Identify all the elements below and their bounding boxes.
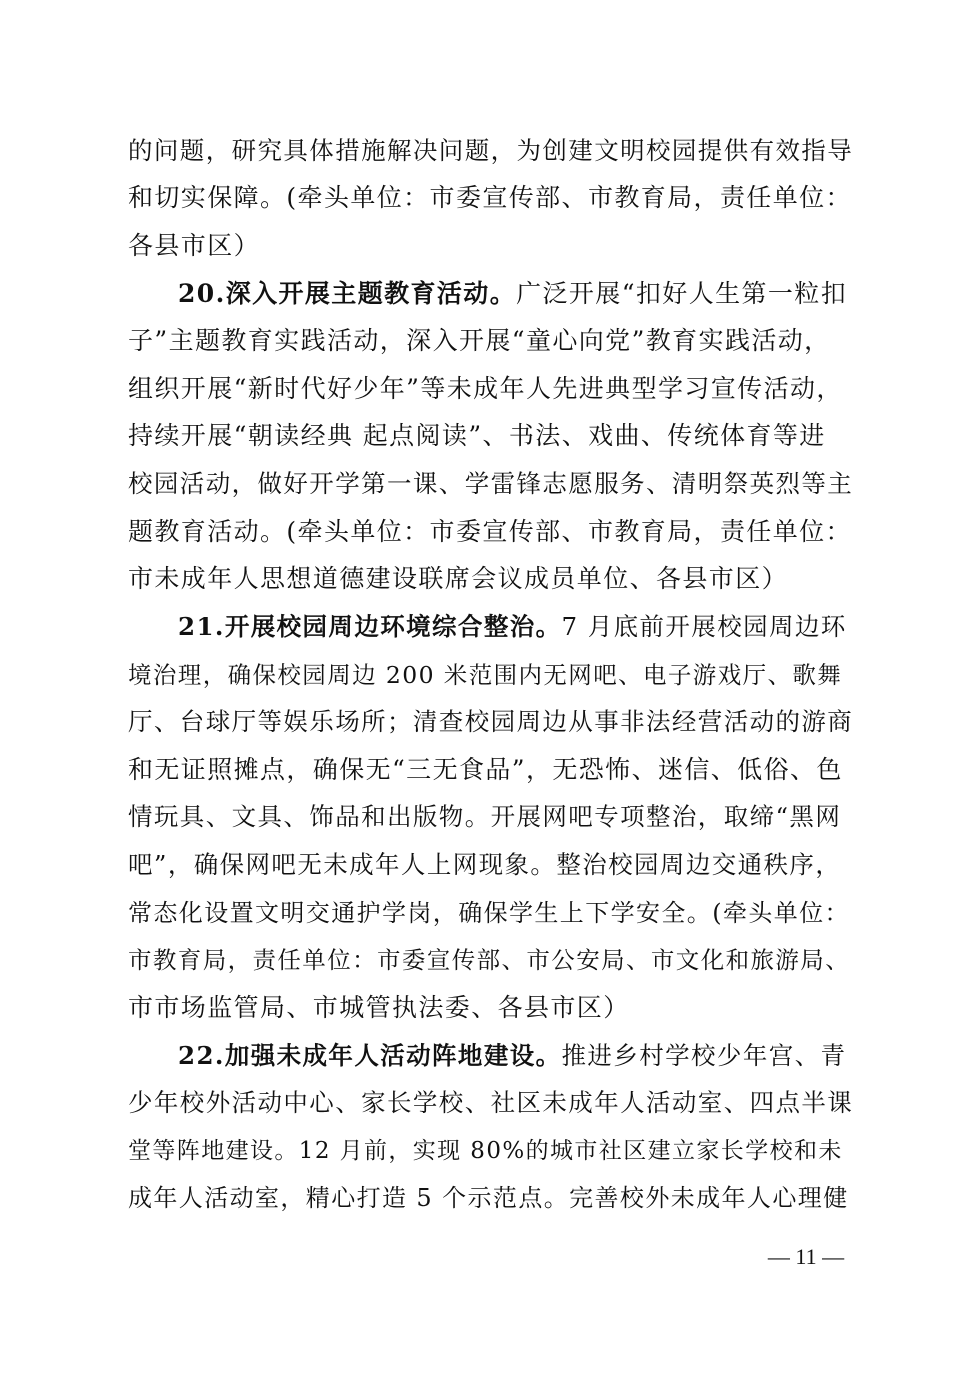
item-heading-21: 21.开展校园周边环境综合整治。: [178, 612, 562, 641]
text-line: 广泛开展“扣好人生第一粒扣: [516, 279, 848, 308]
text-line: 境治理，确保校园周边 200 米范围内无网吧、电子游戏厅、歌舞: [128, 661, 843, 689]
text-line: 组织开展“新时代好少年”等未成年人先进典型学习宣传活动，: [128, 374, 843, 403]
page-number: — 11 —: [767, 1244, 845, 1269]
text-line: 市教育局，责任单位：市委宣传部、市公安局、市文化和旅游局、: [128, 946, 851, 974]
text-line: 题教育活动。(牵头单位：市委宣传部、市教育局，责任单位：: [128, 517, 852, 546]
text-line: 情玩具、文具、饰品和出版物。开展网吧专项整治，取缔“黑网: [128, 802, 842, 831]
item-heading-20: 20.深入开展主题教育活动。: [178, 279, 517, 308]
text-line: 成年人活动室，精心打造 5 个示范点。完善校外未成年人心理健: [128, 1184, 849, 1212]
text-line: 子”主题教育实践活动，深入开展“童心向党”教育实践活动，: [128, 326, 831, 355]
text-line: 堂等阵地建设。12 月前，实现 80%的城市社区建立家长学校和未: [128, 1138, 843, 1164]
text-line: 吧”，确保网吧无未成年人上网现象。整治校园周边交通秩序，: [128, 850, 842, 879]
text-line: 的问题，研究具体措施解决问题，为创建文明校园提供有效指导: [128, 136, 854, 165]
text-line: 持续开展“朝读经典 起点阅读”、书法、戏曲、传统体育等进: [128, 421, 826, 450]
text-line: 7 月底前开展校园周边环: [561, 612, 847, 641]
item-heading-22: 22.加强未成年人活动阵地建设。: [178, 1041, 562, 1070]
text-line: 常态化设置文明交通护学岗，确保学生上下学安全。(牵头单位：: [128, 899, 850, 927]
text-line: 推进乡村学校少年宫、青: [561, 1041, 847, 1070]
paragraph-20-first-line: [178, 274, 854, 314]
text-line: 和切实保障。(牵头单位：市委宣传部、市教育局，责任单位：: [128, 183, 852, 212]
text-line: 少年校外活动中心、家长学校、社区未成年人活动室、四点半课: [128, 1088, 854, 1117]
paragraph-21-first-line: [178, 607, 854, 647]
text-line: 市未成年人思想道德建设联席会议成员单位、各县市区）: [128, 564, 789, 593]
paragraph-22-first-line: [178, 1036, 854, 1076]
text-line: 和无证照摊点，确保无“三无食品”，无恐怖、迷信、低俗、色: [128, 755, 843, 784]
text-line: 校园活动，做好开学第一课、学雷锋志愿服务、清明祭英烈等主: [128, 469, 854, 498]
text-line: 厅、台球厅等娱乐场所；清查校园周边从事非法经营活动的游商: [128, 707, 854, 736]
text-line: 各县市区）: [128, 231, 261, 260]
text-line: 市市场监管局、市城管执法委、各县市区）: [128, 993, 630, 1022]
